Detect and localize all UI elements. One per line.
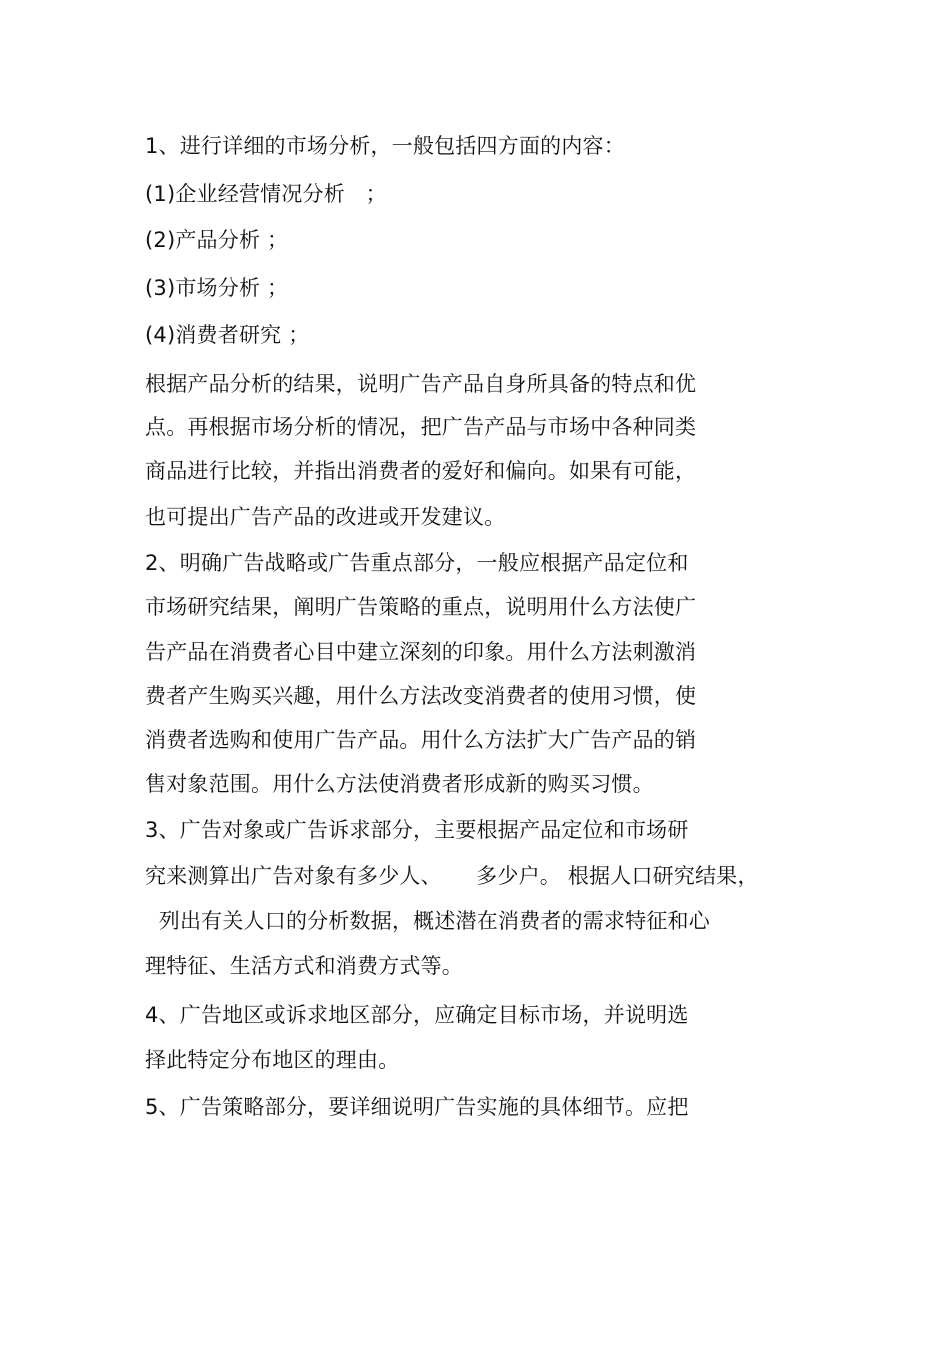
paragraph-line: 点。再根据市场分析的情况，把广告产品与市场中各种同类 (145, 415, 697, 439)
list-item-consumer-research: (4)消费者研究 ； (145, 323, 310, 347)
section-3-heading: 3、广告对象或广告诉求部分，主要根据产品定位和市场研 (145, 818, 689, 842)
paragraph-line: 售对象范围。用什么方法使消费者形成新的购买习惯。 (145, 772, 654, 796)
paragraph-line: 究来测算出广告对象有多少人、 多少户。 根据人口研究结果， (145, 864, 759, 888)
list-item-company-analysis: (1)企业经营情况分析 ； (145, 182, 387, 206)
paragraph-line: 消费者选购和使用广告产品。用什么方法扩大广告产品的销 (145, 728, 697, 752)
paragraph-line: 择此特定分布地区的理由。 (145, 1048, 400, 1072)
paragraph-line: 列出有关人口的分析数据，概述潜在消费者的需求特征和心 (145, 909, 710, 933)
list-item-market-analysis: (3)市场分析 ； (145, 276, 289, 300)
paragraph-line: 也可提出广告产品的改进或开发建议。 (145, 505, 506, 529)
paragraph-line: 费者产生购买兴趣，用什么方法改变消费者的使用习惯，使 (145, 684, 697, 708)
section-2-heading: 2、明确广告战略或广告重点部分，一般应根据产品定位和 (145, 551, 689, 575)
list-item-product-analysis: (2)产品分析 ； (145, 228, 289, 252)
section-1-heading: 1、进行详细的市场分析，一般包括四方面的内容： (145, 134, 625, 158)
paragraph-line: 理特征、生活方式和消费方式等。 (145, 954, 463, 978)
paragraph-line: 根据产品分析的结果，说明广告产品自身所具备的特点和优 (145, 372, 697, 396)
section-5-heading: 5、广告策略部分，要详细说明广告实施的具体细节。应把 (145, 1095, 689, 1119)
paragraph-line: 市场研究结果，阐明广告策略的重点，说明用什么方法使广 (145, 595, 697, 619)
paragraph-line: 商品进行比较，并指出消费者的爱好和偏向。如果有可能， (145, 459, 697, 483)
paragraph-line: 告产品在消费者心目中建立深刻的印象。用什么方法刺激消 (145, 640, 697, 664)
section-4-heading: 4、广告地区或诉求地区部分，应确定目标市场，并说明选 (145, 1003, 689, 1027)
